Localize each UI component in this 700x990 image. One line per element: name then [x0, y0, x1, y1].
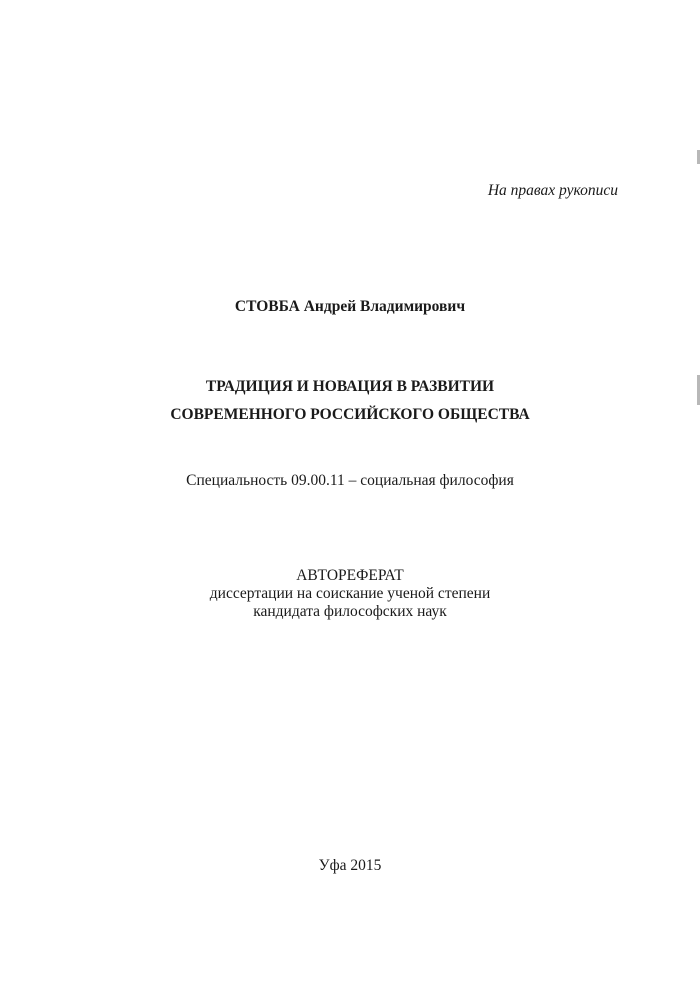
title-line-2: СОВРЕМЕННОГО РОССИЙСКОГО ОБЩЕСТВА — [170, 406, 530, 423]
specialty-line: Специальность 09.00.11 – социальная философия — [186, 472, 514, 489]
author-name: СТОВБА Андрей Владимирович — [234, 298, 466, 315]
abstract-heading: АВТОРЕФЕРАТ — [296, 567, 404, 584]
abstract-line-2: кандидата философских наук — [253, 603, 447, 620]
rights-notice: На правах рукописи — [487, 182, 618, 199]
abstract-block — [0, 567, 700, 621]
dissertation-title — [0, 373, 700, 429]
abstract-line-1: диссертации на соискание ученой степени — [209, 585, 491, 602]
title-line-1: ТРАДИЦИЯ И НОВАЦИЯ В РАЗВИТИИ — [205, 378, 495, 395]
city-year: Уфа 2015 — [318, 857, 382, 874]
